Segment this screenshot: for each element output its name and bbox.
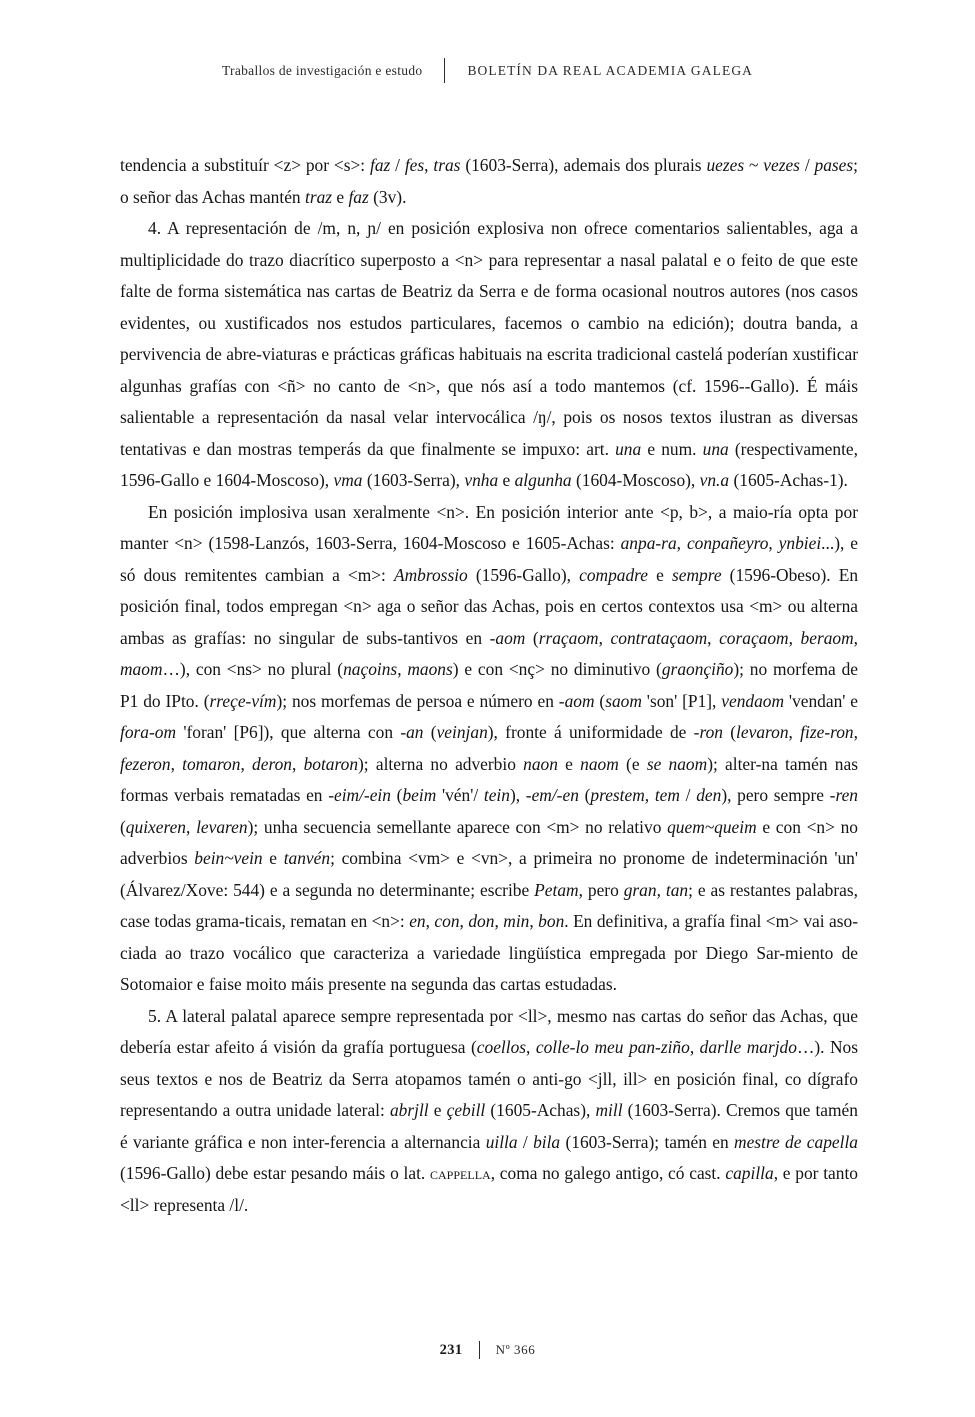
paragraph-2: 4. A representación de /m, n, ɲ/ en posición explosiva non ofrece comentarios salientables, aga a multiplicidade do trazo diacrítico superposto a <n> para representar a nasal palatal e o feito de que este falte de forma sistemática nas cartas de Beatriz da Serra e de forma ocasional noutros autores (nos casos evidentes, ou xustificados nos estudos particulares, facemos o cambio na edición); doutra banda, a pervivencia de abre-viaturas e prácticas gráficas habituais na escrita tradicional castelá poderían xustificar algunhas grafías con <ñ> no canto de <n>, que nós así a todo mantemos (cf. 1596--Gallo). É máis salientable a representación da nasal velar intervocálica /ŋ/, pois os nosos textos ilustran as diversas tentativas e dan mostras temperás da que finalmente se impuxo: art. una e num. una (respectivamente, 1596-Gallo e 1604-Moscoso), vma (1603-Serra), vnha e algunha (1604-Moscoso), vn.a (1605-Achas-1).	[120, 218, 858, 490]
paragraph-4: 5. A lateral palatal aparece sempre representada por <ll>, mesmo nas cartas do señor das Achas, que debería estar afeito á visión da grafía portuguesa (coellos, colle-lo meu pan-ziño, darlle marjdo…). Nos seus textos e nos de Beatriz da Serra atopamos tamén o anti-go <jll, ill> en posición final, co dígrafo representando a outra unidade lateral: abrjll e çebill (1605-Achas), mill (1603-Serra). Cremos que tamén é variante gráfica e non inter-ferencia a alternancia uilla / bila (1603-Serra); tamén en mestre de capella (1596-Gallo) debe estar pesando máis o lat. cappella, coma no galego antigo, có cast. capilla, e por tanto <ll> representa /l/.	[120, 1005, 858, 1215]
issue-number: Nº 366	[495, 1342, 536, 1357]
page-number: 231	[439, 1341, 463, 1358]
paragraph-1: tendencia a substituír <z> por <s>: faz / fes, tras (1603-Serra), ademais dos plurais uezes ~ vezes / pases; o señor das Achas mantén traz e faz (3v).	[120, 155, 859, 207]
page-footer	[0, 1341, 975, 1359]
running-header-right: BOLETÍN DA REAL ACADEMIA GALEGA	[467, 62, 754, 78]
running-header-left: Traballos de investigación e estudo	[221, 62, 423, 78]
body-text-column	[120, 150, 858, 1221]
running-header	[0, 58, 975, 83]
paragraph-3: En posición implosiva usan xeralmente <n>. En posición interior ante <p, b>, a maio-ría opta por manter <n> (1598-Lanzós, 1603-Serra, 1604-Moscoso e 1605-Achas: anpa-ra, conpañeyro, ynbiei...), e só dous remitentes cambian a <m>: Ambrossio (1596-Gallo), compadre e sempre (1596-Obeso). En posición final, todos empregan <n> aga o señor das Achas, pois en certos contextos usa <m> ou alterna ambas as grafías: no singular de subs-tantivos en -aom (rraçaom, contrataçaom, coraçaom, beraom, maom…), con <ns> no plural (naçoins, maons) e con <nç> no diminutivo (graonçiño); no morfema de P1 do IPto. (rreçe-vím); nos morfemas de persoa e número en -aom (saom 'son' [P1], vendaom 'vendan' e fora-om 'foran' [P6]), que alterna con -an (veinjan), fronte á uniformidade de -ron (levaron, fize-ron, fezeron, tomaron, deron, botaron); alterna no adverbio naon e naom (e se naom); alter-na tamén nas formas verbais rematadas en -eim/-ein (beim 'vén'/ tein), -em/-en (prestem, tem / den), pero sempre -ren (quixeren, levaren); unha secuencia semellante aparece con <m> no relativo quem~queim e con <n> no adverbios bein~vein e tanvén; combina <vm> e <vn>, a primeira no pronome de indeterminación 'un' (Álvarez/Xove: 544) e a segunda no determinante; escribe Petam, pero gran, tan; e as restantes palabras, case todas grama-ticais, rematan en <n>: en, con, don, min, bon. En definitiva, a grafía final <m> vai aso-ciada ao trazo vocálico que caracteriza a variedade lingüística empregada por Diego Sar-miento de Sotomaior e faise moito máis presente na segunda das cartas estudadas.	[120, 501, 859, 994]
